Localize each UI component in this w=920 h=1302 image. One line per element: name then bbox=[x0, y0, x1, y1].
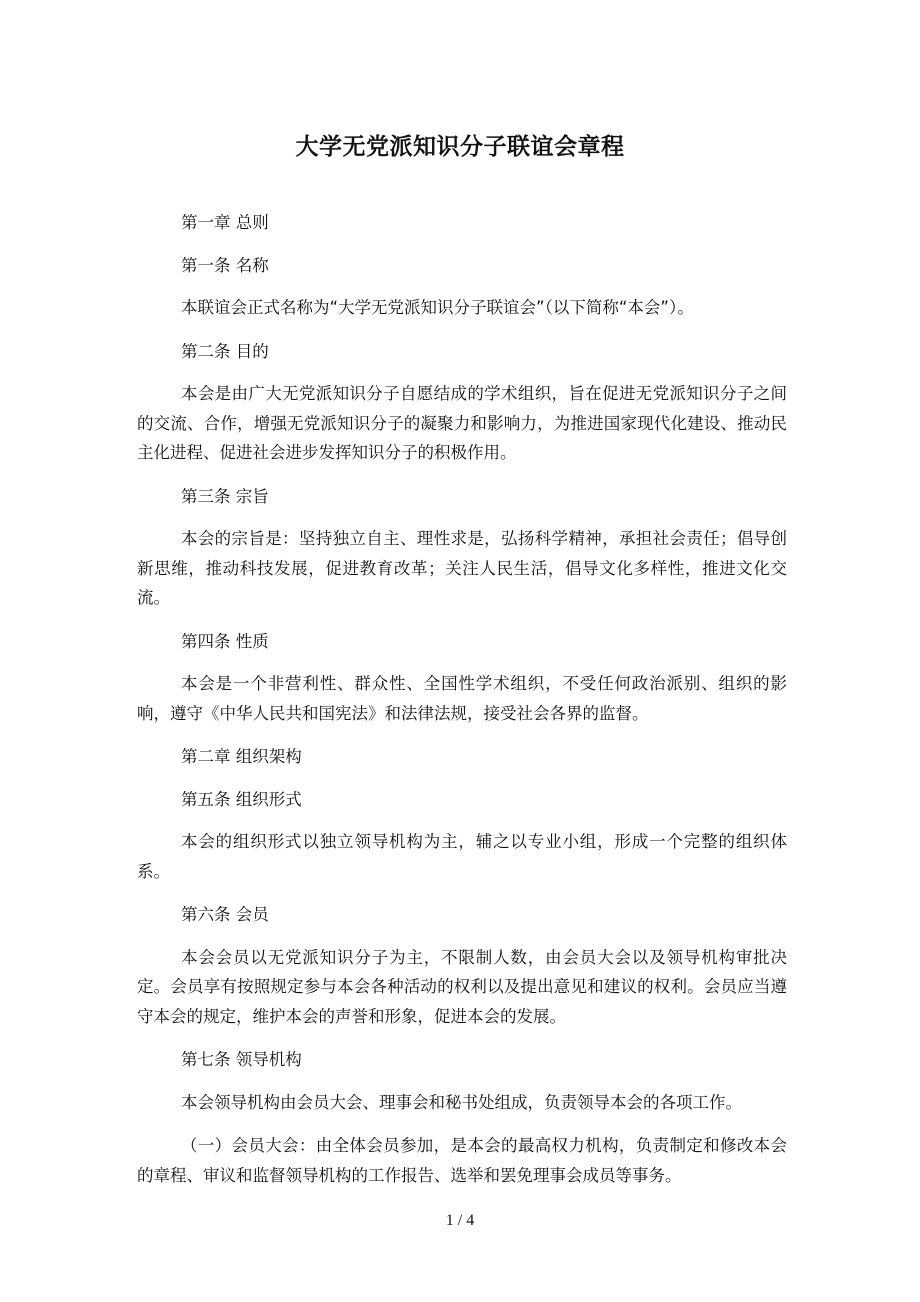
article-text: 本会是一个非营利性、群众性、全国性学术组织，不受任何政治派别、组织的影响，遵守《中华人民共和国宪法》和法律法规，接受社会各界的监督。 bbox=[137, 674, 787, 723]
page-number: 1 / 4 bbox=[445, 1212, 475, 1229]
article-heading: 第五条 组织形式 bbox=[181, 789, 302, 809]
document-title: 大学无党派知识分子联谊会章程 bbox=[295, 134, 625, 160]
article-text: 本会会员以无党派知识分子为主，不限制人数，由会员大会以及领导机构审批决定。会员享有按照规定参与本会各种活动的权利以及提出意见和建议的权利。会员应当遵守本会的规定，维护本会的声誉和形象，促进本会的发展。 bbox=[137, 947, 787, 1026]
chapter-heading: 第一章 总则 bbox=[181, 213, 269, 232]
document-body bbox=[137, 208, 787, 1204]
chapter-heading: 第二章 组织架构 bbox=[181, 747, 302, 766]
article-heading: 第七条 领导机构 bbox=[181, 1050, 302, 1069]
article-text: 本联谊会正式名称为“大学无党派知识分子联谊会”（以下简称“本会”）。 bbox=[181, 298, 694, 317]
article-heading: 第二条 目的 bbox=[181, 341, 269, 361]
article-heading: 第一条 名称 bbox=[181, 255, 269, 275]
article-heading: 第四条 性质 bbox=[181, 631, 269, 651]
article-heading: 第六条 会员 bbox=[181, 905, 269, 924]
article-text: （一）会员大会：由全体会员参加，是本会的最高权力机构，负责制定和修改本会的章程、审议和监督领导机构的工作报告、选举和罢免理事会成员等事务。 bbox=[137, 1136, 787, 1185]
article-text: 本会领导机构由会员大会、理事会和秘书处组成，负责领导本会的各项工作。 bbox=[181, 1092, 742, 1112]
article-text: 本会的宗旨是：坚持独立自主、理性求是，弘扬科学精神，承担社会责任；倡导创新思维，推动科技发展，促进教育改革；关注人民生活，倡导文化多样性，推进文化交流。 bbox=[137, 529, 787, 607]
article-text: 本会的组织形式以独立领导机构为主，辅之以专业小组，形成一个完整的组织体系。 bbox=[137, 832, 787, 881]
article-text: 本会是由广大无党派知识分子自愿结成的学术组织，旨在促进无党派知识分子之间的交流、合作，增强无党派知识分子的凝聚力和影响力，为推进国家现代化建设、推动民主化进程、促进社会进步发挥知识分子的积极作用。 bbox=[137, 384, 787, 462]
article-heading: 第三条 宗旨 bbox=[181, 486, 269, 506]
